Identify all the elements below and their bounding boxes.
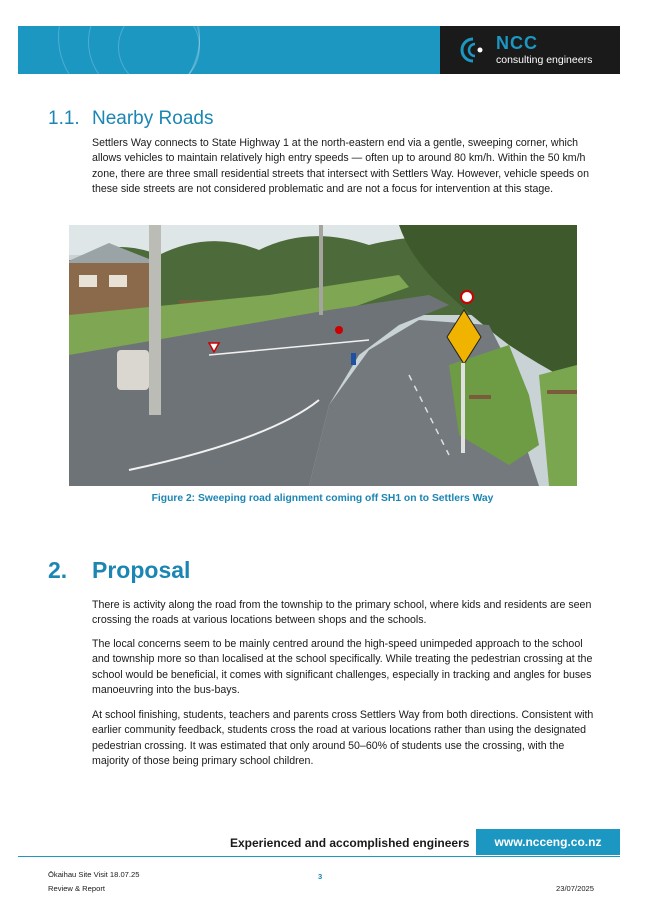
nearby-roads-paragraph: Settlers Way connects to State Highway 1 at the north-eastern end via a gentle, sweeping corner, which allows vehicles to maintain relatively high entry speeds — often up to around 80 km/h. Within the 50 km/h zone, there are three small residential streets that intersect with Settlers Way. However, vehicle speeds on these side streets are not considered problematic and are not a focus for intervention at this stage. [92,137,589,196]
section-heading-proposal [48,557,190,584]
website-link[interactable]: www.ncceng.co.nz [494,835,602,849]
brand-name: NCC [496,33,538,53]
proposal-paragraph: The local concerns seem to be mainly centred around the high-speed unimpeded approach to the school and township more so than localised at the school specifically. While treating the pedestrian crossing at the school would be beneficial, it comes with significant challenges, especially in tracking and angles for buses manoeuvring into the bus-bays. [92,638,593,697]
footer-date: 23/07/2025 [556,884,595,893]
decorative-arc [118,26,200,74]
footer-tagline: Experienced and accomplished engineers [230,836,470,850]
brand-subtitle: consulting engineers [496,54,593,66]
section-number: 2. [48,557,68,583]
footer-url-box [476,829,620,855]
page-number: 3 [318,872,323,881]
section-title: Nearby Roads [92,108,214,129]
company-logo [440,26,620,74]
section-number: 1.1. [48,108,80,129]
proposal-paragraph: At school finishing, students, teachers and parents cross Settlers Way from both directions. Consistent with earlier community feedback, students cross the road at various locations rather than using the designated pedestrian crossing. It was estimated that only around 50–60% of students use the crossing, with the majority of those being primary school children. [92,709,594,768]
ncc-logo-icon [458,37,488,63]
figure-caption: Figure 2: Sweeping road alignment coming off SH1 on to Settlers Way [151,493,494,504]
footer-doc-title: Ōkaihau Site Visit 18.07.25 [48,870,140,879]
road-photo-illustration [69,225,577,486]
section-heading-nearby-roads [48,108,213,130]
footer-divider [18,856,620,857]
road-photo [69,225,577,486]
proposal-paragraph: There is activity along the road from the township to the primary school, where kids and residents are seen crossing the roads at various locations between shops and the schools. [92,599,592,627]
footer-doc-type: Review & Report [48,884,105,893]
section-title: Proposal [92,557,191,583]
